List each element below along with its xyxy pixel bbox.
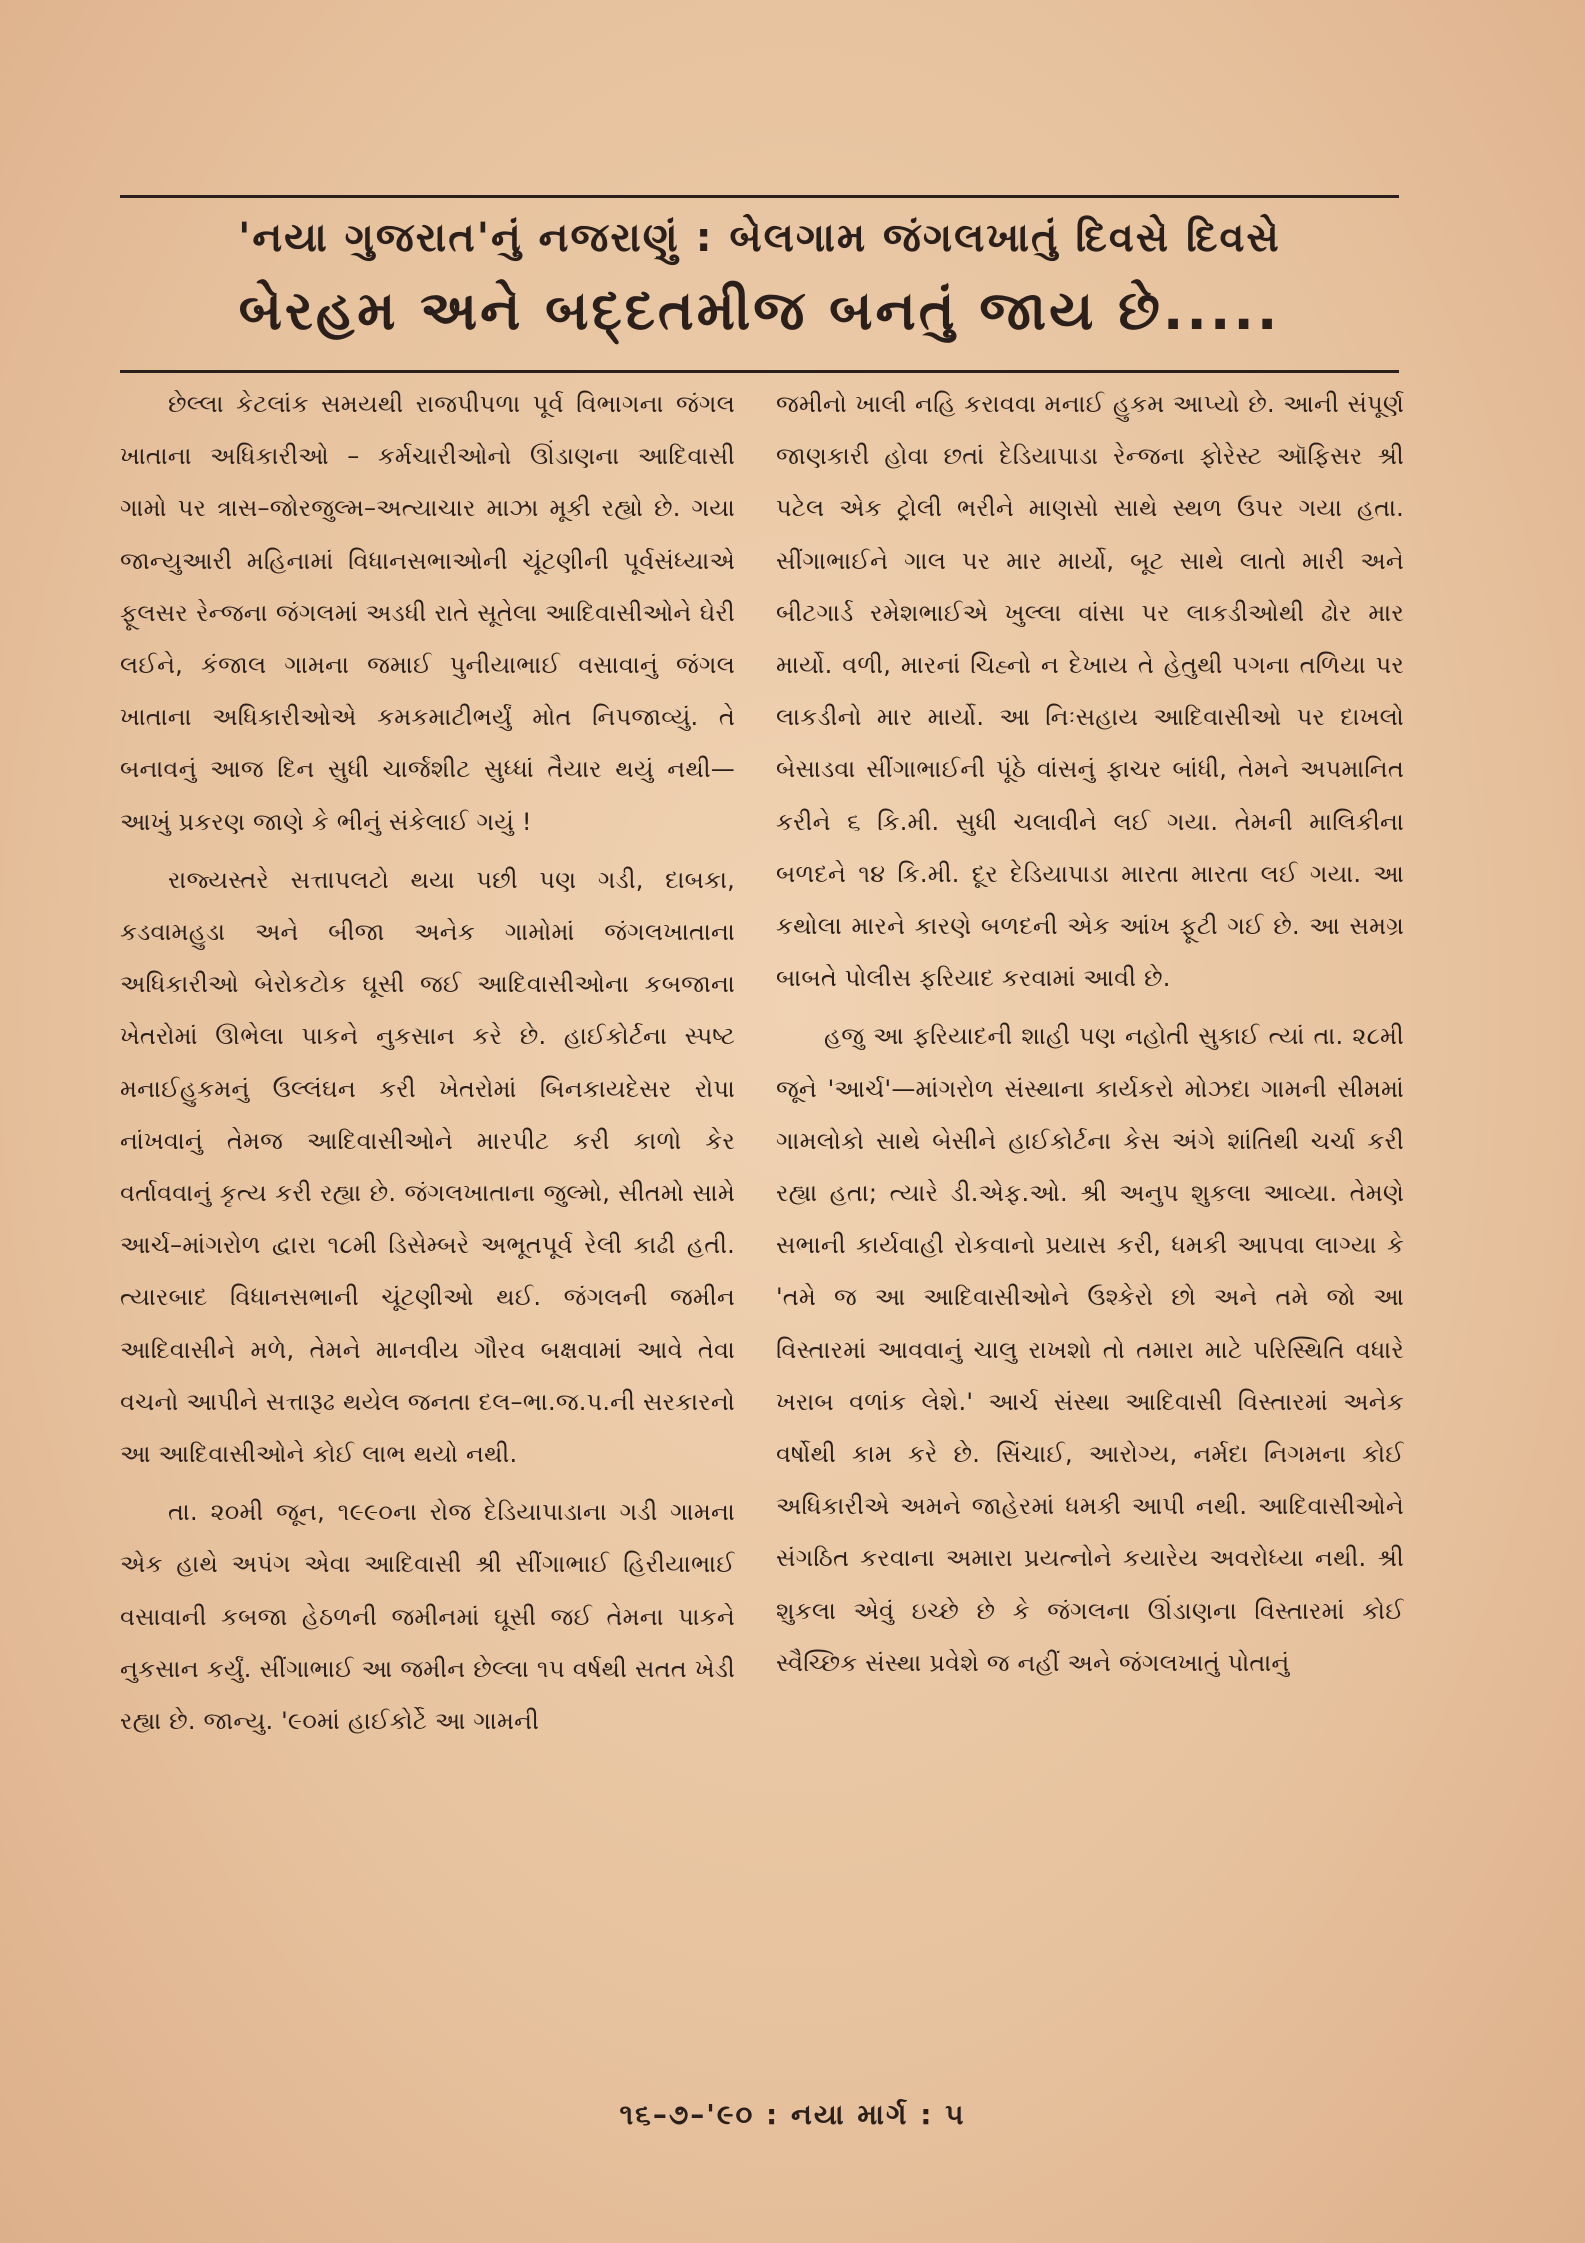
right-column: [776, 378, 1404, 1998]
left-column: [120, 378, 735, 1998]
article-headline: [120, 206, 1399, 366]
paragraph: જમીનો ખાલી નહિ કરાવવા મનાઈ હુકમ આપ્યો છે. આની સંપૂર્ણ જાણકારી હોવા છતાં દેડિયાપાડા રેન્જના ફોરેસ્ટ ઑફિસર શ્રી પટેલ એક ટ્રોલી ભરીને માણસો સાથે સ્થળ ઉપર ગયા હતા. સીંગાભાઈને ગાલ પર માર માર્યો, બૂટ સાથે લાતો મારી અને બીટગાર્ડ રમેશભાઈએ ખુલ્લા વાંસા પર લાકડીઓથી ઢોર માર માર્યો. વળી, મારનાં ચિહ્નો ન દેખાય તે હેતુથી પગના તળિયા પર લાકડીનો માર માર્યો. આ નિઃસહાય આદિવાસીઓ પર દાખલો બેસાડવા સીંગાભાઈની પૂંઠે વાંસનું ફાચર બાંધી, તેમને અપમાનિત કરીને ૬ કિ.મી. સુધી ચલાવીને લઈ ગયા. તેમની માલિકીના બળદને ૧૪ કિ.મી. દૂર દેડિયાપાડા મારતા મારતા લઈ ગયા. આ કથોલા મારને કારણે બળદની એક આંખ ફૂટી ગઈ છે. આ સમગ્ર બાબતે પોલીસ ફરિયાદ કરવામાં આવી છે.: [776, 390, 1404, 993]
headline-line-1: 'નયા ગુજરાત'નું નજરાણું : બેલગામ જંગલખાતું દિવસે દિવસે: [238, 215, 1281, 261]
paragraph: રાજ્યસ્તરે સત્તાપલટો થયા પછી પણ ગડી, દાબકા, કડવામહુડા અને બીજા અનેક ગામોમાં જંગલખાતાના અધિકારીઓ બેરોકટોક ઘૂસી જઈ આદિવાસીઓના કબજાના ખેતરોમાં ઊભેલા પાકને નુકસાન કરે છે. હાઈકોર્ટના સ્પષ્ટ મનાઈહુકમનું ઉલ્લંઘન કરી ખેતરોમાં બિનકાયદેસર રોપા નાંખવાનું તેમજ આદિવાસીઓને મારપીટ કરી કાળો કેર વર્તાવવાનું કૃત્ય કરી રહ્યા છે. જંગલખાતાના જુલ્મો, સીતમો સામે આર્ચ–માંગરોળ દ્વારા ૧૮મી ડિસેમ્બરે અભૂતપૂર્વ રેલી કાઢી હતી. ત્યારબાદ વિધાનસભાની ચૂંટણીઓ થઈ. જંગલની જમીન આદિવાસીને મળે, તેમને માનવીય ગૌરવ બક્ષવામાં આવે તેવા વચનો આપીને સત્તારૂઢ થયેલ જનતા દલ–ભા.જ.પ.ની સરકારનો આ આદિવાસીઓને કોઈ લાભ થયો નથી.: [120, 865, 735, 1469]
paragraph: તા. ૨૦મી જૂન, ૧૯૯૦ના રોજ દેડિયાપાડાના ગડી ગામના એક હાથે અપંગ એવા આદિવાસી શ્રી સીંગાભાઈ હિરીયાભાઈ વસાવાની કબજા હેઠળની જમીનમાં ઘૂસી જઈ તેમના પાકને નુકસાન કર્યું. સીંગાભાઈ આ જમીન છેલ્લા ૧૫ વર્ષથી સતત ખેડી રહ્યા છે. જાન્યુ. '૯૦માં હાઈકોર્ટે આ ગામની: [120, 1498, 735, 1736]
headline-rule: [120, 370, 1399, 373]
page-footer: ૧૬–૭–'૯૦ : નયા માર્ગ : ૫: [619, 2098, 966, 2131]
headline-line-2: બેરહમ અને બદ્દતમીજ બનતું જાય છે.....: [238, 279, 1281, 342]
top-rule: [120, 195, 1399, 198]
paragraph: છેલ્લા કેટલાંક સમયથી રાજપીપળા પૂર્વ વિભાગના જંગલ ખાતાના અધિકારીઓ – કર્મચારીઓનો ઊંડાણના આદિવાસી ગામો પર ત્રાસ–જોરજુલ્મ–અત્યાચાર માઝા મૂકી રહ્યો છે. ગયા જાન્યુઆરી મહિનામાં વિધાનસભાઓની ચૂંટણીની પૂર્વસંધ્યાએ ફૂલસર રેન્જના જંગલમાં અડધી રાતે સૂતેલા આદિવાસીઓને ઘેરી લઈને, કંજાલ ગામના જમાઈ પુનીયાભાઈ વસાવાનું જંગલ ખાતાના અધિકારીઓએ કમકમાટીભર્યું મોત નિપજાવ્યું. તે બનાવનું આજ દિન સુધી ચાર્જશીટ સુધ્ધાં તૈયાર થયું નથી— આખું પ્રકરણ જાણે કે ભીનું સંકેલાઈ ગયું !: [120, 390, 735, 836]
paragraph: હજુ આ ફરિયાદની શાહી પણ નહોતી સુકાઈ ત્યાં તા. ૨૮મી જૂને 'આર્ચ'—માંગરોળ સંસ્થાના કાર્યકરો મોઝદા ગામની સીમમાં ગામલોકો સાથે બેસીને હાઈકોર્ટના કેસ અંગે શાંતિથી ચર્ચા કરી રહ્યા હતા; ત્યારે ડી.એફ.ઓ. શ્રી અનુપ શુકલા આવ્યા. તેમણે સભાની કાર્યવાહી રોકવાનો પ્રયાસ કરી, ધમકી આપવા લાગ્યા કે 'તમે જ આ આદિવાસીઓને ઉશ્કેરો છો અને તમે જો આ વિસ્તારમાં આવવાનું ચાલુ રાખશો તો તમારા માટે પરિસ્થિતિ વધારે ખરાબ વળાંક લેશે.' આર્ચ સંસ્થા આદિવાસી વિસ્તારમાં અનેક વર્ષોથી કામ કરે છે. સિંચાઈ, આરોગ્ય, નર્મદા નિગમના કોઈ અધિકારીએ અમને જાહેરમાં ધમકી આપી નથી. આદિવાસીઓને સંગઠિત કરવાના અમારા પ્રયત્નોને કયારેય અવરોધ્યા નથી. શ્રી શુકલા એવું ઇચ્છે છે કે જંગલના ઊંડાણના વિસ્તારમાં કોઈ સ્વૈચ્છિક સંસ્થા પ્રવેશે જ નહીં અને જંગલખાતું પોતાનું: [776, 1022, 1404, 1677]
